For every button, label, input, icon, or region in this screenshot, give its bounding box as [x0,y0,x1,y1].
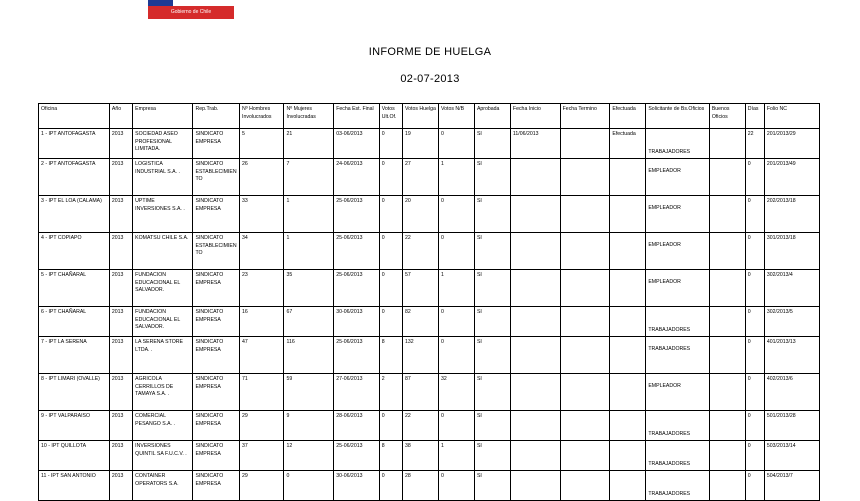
table-cell: 10 - IPT QUILLOTA [39,441,110,471]
table-cell: TRABAJADORES [646,307,709,337]
table-cell [709,411,745,441]
table-cell [560,337,610,374]
table-row [39,270,820,307]
table-cell: 2013 [109,374,132,411]
table-cell: 12 [284,441,334,471]
table-cell: 0 [745,307,764,337]
table-cell: 24-06/2013 [334,159,380,196]
table-cell: 0 [438,411,474,441]
table-cell [560,441,610,471]
table-cell: 21 [284,129,334,159]
table-cell: 302/2013/4 [764,270,819,307]
table-cell [709,471,745,501]
column-header: Fecha Est. Final [334,104,380,129]
table-cell: EMPLEADOR [646,270,709,307]
table-cell: 5 [240,129,284,159]
table-cell: SINDICATO EMPRESA [193,374,240,411]
table-cell: 2013 [109,129,132,159]
table-cell [560,270,610,307]
table-cell [610,374,646,411]
column-header: Nº Hombres Involucrados [240,104,284,129]
table-cell: Efectuada [610,129,646,159]
table-cell [510,471,560,501]
table-cell: 301/2013/18 [764,233,819,270]
table-cell [560,307,610,337]
column-header: Votos N/B [438,104,474,129]
table-cell: EMPLEADOR [646,233,709,270]
table-cell: 0 [745,270,764,307]
column-header: Solicitante de Bs.Oficios [646,104,709,129]
table-cell: 25-06/2013 [334,196,380,233]
table-cell [560,159,610,196]
table-cell: 0 [284,471,334,501]
table-cell [510,196,560,233]
table-cell: 22 [403,411,439,441]
table-cell: 33 [240,196,284,233]
table-cell: 27 [403,159,439,196]
column-header: Aprobada [474,104,510,129]
table-cell [610,233,646,270]
table-cell: 19 [403,129,439,159]
column-header: Empresa [133,104,193,129]
table-cell: 29 [240,411,284,441]
table-cell [560,233,610,270]
table-cell [510,337,560,374]
table-cell: 47 [240,337,284,374]
table-cell: 0 [438,196,474,233]
table-cell: 34 [240,233,284,270]
table-cell: 25-06/2013 [334,233,380,270]
table-cell: 8 [379,441,402,471]
table-cell: 302/2013/5 [764,307,819,337]
table-cell: SINDICATO EMPRESA [193,129,240,159]
table-cell: 2013 [109,196,132,233]
gobierno-logo [148,0,234,19]
table-cell [610,441,646,471]
table-cell [510,374,560,411]
table-cell: 2013 [109,411,132,441]
table-cell: 504/2013/7 [764,471,819,501]
table-cell: 71 [240,374,284,411]
table-cell: 0 [745,196,764,233]
column-header: Fecha Inicio [510,104,560,129]
table-cell: 0 [379,129,402,159]
table-cell [610,337,646,374]
table-cell: SINDICATO EMPRESA [193,411,240,441]
table-cell [709,270,745,307]
table-cell: 16 [240,307,284,337]
table-cell: SOCIEDAD ASEO PROFESIONAL LIMITADA. [133,129,193,159]
table-cell: 0 [745,374,764,411]
table-cell [709,441,745,471]
table-cell: 6 - IPT CHAÑARAL [39,307,110,337]
table-cell: 401/2013/13 [764,337,819,374]
table-cell: 2013 [109,471,132,501]
table-cell: SI [474,307,510,337]
column-header: Efectuada [610,104,646,129]
table-cell: 30-06/2013 [334,307,380,337]
table-cell: 23 [240,270,284,307]
table-cell [560,471,610,501]
table-cell: 1 - IPT ANTOFAGASTA [39,129,110,159]
table-cell [610,411,646,441]
table-cell [560,196,610,233]
column-header: Oficina [39,104,110,129]
column-header: Año [109,104,132,129]
table-cell: 0 [745,337,764,374]
table-cell: SI [474,196,510,233]
table-cell: 67 [284,307,334,337]
table-cell: 2013 [109,270,132,307]
table-cell [709,196,745,233]
table-cell: 0 [745,441,764,471]
table-cell: 11/06/2013 [510,129,560,159]
column-header: Votos Huelga [403,104,439,129]
table-cell: 501/2013/28 [764,411,819,441]
table-cell: EMPLEADOR [646,374,709,411]
table-cell [610,159,646,196]
table-cell: 0 [745,233,764,270]
table-cell [610,270,646,307]
table-cell: INVERSIONES QUINTIL SA F.U.C.V. . [133,441,193,471]
table-cell: 0 [438,337,474,374]
table-cell [709,337,745,374]
table-row [39,411,820,441]
table-cell: 1 [284,233,334,270]
table-cell: SINDICATO EMPRESA [193,307,240,337]
table-cell [510,411,560,441]
column-header: Rep.Trab. [193,104,240,129]
table-row [39,233,820,270]
table-cell: SI [474,411,510,441]
table-cell: 201/2013/29 [764,129,819,159]
table-cell: 4 - IPT COPIAPO [39,233,110,270]
table-cell: FUNDACION EDUCACIONAL EL SALVADOR. [133,270,193,307]
table-cell: 0 [379,471,402,501]
report-title: INFORME DE HUELGA [368,46,492,58]
table-cell: 30-06/2013 [334,471,380,501]
table-cell [560,129,610,159]
table-cell: TRABAJADORES [646,471,709,501]
table-cell: 0 [745,159,764,196]
column-header: Buenos Oficios [709,104,745,129]
table-cell: 116 [284,337,334,374]
table-cell: 0 [379,307,402,337]
table-cell: 3 - IPT EL LOA (CALAMA) [39,196,110,233]
table-cell: 29 [240,471,284,501]
table-cell: SINDICATO EMPRESA [193,337,240,374]
table-cell: 2013 [109,337,132,374]
table-body [39,129,820,501]
table-row [39,471,820,501]
table-row [39,441,820,471]
table-cell: 0 [438,129,474,159]
table-cell: 26 [240,159,284,196]
table-cell [510,233,560,270]
table-cell: SI [474,270,510,307]
table-row [39,337,820,374]
table-cell: LA SERENA STORE LTDA. . [133,337,193,374]
table-cell: 503/2013/14 [764,441,819,471]
table-cell: SI [474,159,510,196]
table-cell: LOGISTICA INDUSTRIAL S.A. . [133,159,193,196]
table-cell: FUNDACION EDUCACIONAL EL SALVADOR. [133,307,193,337]
table-cell: 0 [438,233,474,270]
table-cell: 0 [745,471,764,501]
table-cell: 22 [403,233,439,270]
table-cell: UPTIME INVERSIONES S.A. . [133,196,193,233]
table-cell: SINDICATO ESTABLECIMIENTO [193,233,240,270]
table-cell: 0 [379,270,402,307]
table-cell: 59 [284,374,334,411]
table-cell: 7 [284,159,334,196]
table-cell: 38 [403,441,439,471]
table-cell: 0 [379,411,402,441]
table-cell: 25-06/2013 [334,441,380,471]
column-header: Folio NC [764,104,819,129]
table-cell [510,441,560,471]
table-cell: SINDICATO ESTABLECIMIENTO [193,159,240,196]
table-cell: 2013 [109,233,132,270]
table-cell: AGRICOLA CERRILLOS DE TAMAYA S.A. . [133,374,193,411]
table-cell [510,159,560,196]
table-cell [560,374,610,411]
strike-report-table [38,103,820,501]
table-cell: 2013 [109,307,132,337]
table-cell: 1 [438,270,474,307]
table-cell: 0 [745,411,764,441]
table-cell [510,307,560,337]
table-cell: KOMATSU CHILE S.A. [133,233,193,270]
table-cell: CONTAINER OPERATORS S.A. [133,471,193,501]
table-cell: 1 [438,441,474,471]
table-cell: 8 - IPT LIMARI (OVALLE) [39,374,110,411]
table-cell: 0 [438,471,474,501]
table-cell: 03-06/2013 [334,129,380,159]
table-row [39,129,820,159]
table-cell: 28 [403,471,439,501]
table-cell: 202/2013/18 [764,196,819,233]
column-header: Fecha Termino [560,104,610,129]
table-cell [610,196,646,233]
table-cell: 27-06/2013 [334,374,380,411]
table-cell: 9 [284,411,334,441]
table-row [39,374,820,411]
column-header: Votos Ult.Of. [379,104,402,129]
table-cell: EMPLEADOR [646,159,709,196]
table-cell [709,307,745,337]
table-cell: TRABAJADORES [646,441,709,471]
table-cell: 20 [403,196,439,233]
table-cell: 35 [284,270,334,307]
table-cell: 28-06/2013 [334,411,380,441]
table-cell [709,159,745,196]
table-header-row [39,104,820,129]
table-cell: 0 [379,196,402,233]
table-cell: 1 [284,196,334,233]
table-cell: TRABAJADORES [646,411,709,441]
table-cell: 11 - IPT SAN ANTONIO [39,471,110,501]
table-cell: 2013 [109,159,132,196]
table-cell: 37 [240,441,284,471]
table-cell: 2 [379,374,402,411]
table-cell: SINDICATO EMPRESA [193,471,240,501]
table-cell [610,471,646,501]
table-cell: SINDICATO EMPRESA [193,196,240,233]
table-cell: 2 - IPT ANTOFAGASTA [39,159,110,196]
table-cell: 132 [403,337,439,374]
table-cell: 32 [438,374,474,411]
table-cell: 5 - IPT CHAÑARAL [39,270,110,307]
table-cell [709,129,745,159]
table-cell: COMERCIAL PESANGO S.A. . [133,411,193,441]
table-cell: 25-06/2013 [334,270,380,307]
table-cell: SI [474,471,510,501]
table-cell: 9 - IPT VALPARAISO [39,411,110,441]
column-header: Días [745,104,764,129]
table-cell [510,270,560,307]
table-cell: SINDICATO EMPRESA [193,441,240,471]
table-cell: 82 [403,307,439,337]
table-cell: 1 [438,159,474,196]
table-cell: TRABAJADORES [646,129,709,159]
table-cell [610,307,646,337]
table-cell [560,411,610,441]
table-cell: EMPLEADOR [646,196,709,233]
table-cell: 25-06/2013 [334,337,380,374]
table-cell: SI [474,233,510,270]
table-cell: 22 [745,129,764,159]
table-cell: SINDICATO EMPRESA [193,270,240,307]
table-cell: TRABAJADORES [646,337,709,374]
table-cell: 57 [403,270,439,307]
table-cell: 7 - IPT LA SERENA [39,337,110,374]
table-cell: 0 [379,233,402,270]
table-cell: SI [474,129,510,159]
table-row [39,307,820,337]
table-cell: 201/2013/49 [764,159,819,196]
table-cell: SI [474,441,510,471]
table-cell: 0 [379,159,402,196]
report-date: 02-07-2013 [400,73,460,85]
table-cell: 402/2013/6 [764,374,819,411]
table-cell [709,233,745,270]
table-cell: SI [474,374,510,411]
table-cell [709,374,745,411]
logo-text: Gobierno de Chile [148,6,234,19]
table-row [39,196,820,233]
column-header: Nº Mujeres Involucradas [284,104,334,129]
table-cell: SI [474,337,510,374]
table-cell: 2013 [109,441,132,471]
table-cell: 0 [438,307,474,337]
table-cell: 8 [379,337,402,374]
table-cell: 87 [403,374,439,411]
table-row [39,159,820,196]
